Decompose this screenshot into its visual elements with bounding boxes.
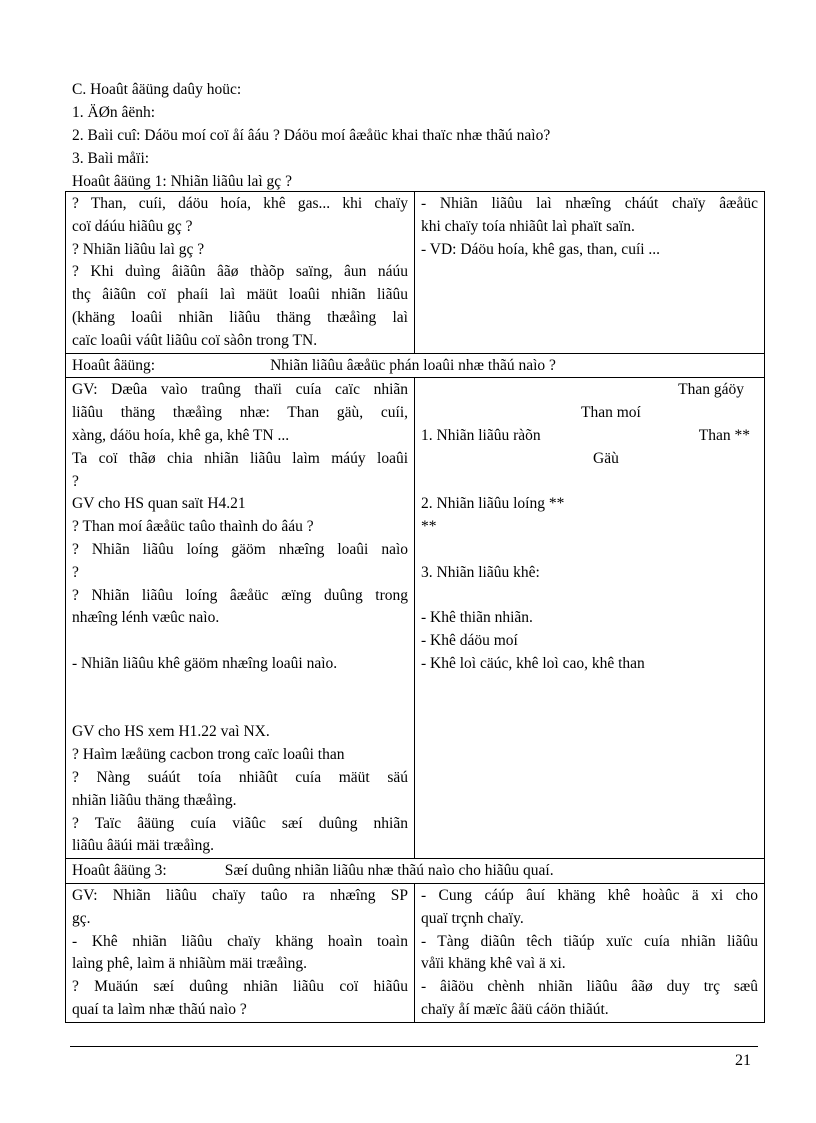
row2-left-line: ? [72,563,79,581]
row2-left-line: liãûu âäúi mäi træåìng. [72,837,215,855]
row2-left-line: ? Than moí âæåüc taûo thaình do âáu ? [72,518,314,536]
coal-stars-label: Than ** [698,426,750,444]
footer-divider [70,1046,758,1047]
row2-left-line: ? Taïc âäüng cuía viãûc sæí duûng nhiãn [72,814,408,832]
row2-left-line: liãûu thäng thæåìng nhæ: Than gäù, cuíi, [72,404,408,422]
row2-left-line: ? Nhiãn liãûu loíng gäöm nhæîng loaûi naìo [72,540,408,558]
row2-left-line: nhæîng lénh væûc naìo. [72,609,220,627]
row2-left-line: xàng, dáöu hoía, khê ga, khê TN ... [72,426,290,444]
liquid-fuel-label: 2. Nhiãn liãûu loíng ** [421,495,565,513]
activity-2-label: Hoaût âäüng: [72,356,156,374]
row2-left-line: ? [72,472,79,490]
row3-right-line: våïi khäng khê vaì ä xi. [421,955,566,973]
row2-left-line [72,630,408,653]
row3-right-cell [415,883,765,1022]
row1-right-line: khi chaïy toía nhiãût laì phaït saïn. [421,217,635,235]
row2-left-cell [66,378,415,859]
solid-fuel-label: 1. Nhiãn liãûu ràõn [421,426,541,444]
coal-lean-label: Than gáöy [678,381,744,399]
activity-1-title: Hoaût âäüng 1: Nhiãn liãûu laì gç ? [72,173,292,190]
row1-right-line: - Nhiãn liãûu laì nhæîng cháút chaïy âæåüc [421,195,758,212]
row1-left-line: (khäng loaûi nhiãn liãûu thäng thæåìng laì [72,308,408,326]
row2-left-line [72,699,408,722]
row2-right-cell [415,378,765,859]
row3-left-line: quaí ta laìm nhæ thãú naìo ? [72,1000,247,1018]
liquid-stars-label: ** [421,518,437,536]
section-heading: C. Hoaût âäüng daûy hoüc: [72,81,242,98]
row2-left-line: - Nhiãn liãûu khê gäöm nhæîng loaûi naìo. [72,654,338,672]
lesson-table [65,191,765,1023]
row2-left-line: Ta coï thãø chia nhiãn liãûu laìm máúy loaûi [72,449,408,467]
row1-left-line: thç âiãûn coï phaíi laì mäüt loaûi nhiãn liãûu [72,286,408,304]
step-old-lesson: 2. Baìi cuî: Dáöu moí coï åí âáu ? Dáöu moí âæåüc khai thaïc nhæ thãú naìo? [72,127,551,144]
row3-right-line: - âiãöu chènh nhiãn liãûu âãø duy trç sæû [421,978,758,996]
row2-left-line: ? Haìm læåüng cacbon trong caïc loaûi than [72,746,345,764]
row2-left-line [72,676,408,699]
step-stabilize: 1. ÄØn âënh: [72,104,156,121]
table-row-2 [66,378,765,859]
activity-2-header [66,353,765,378]
row2-left-line: GV cho HS quan saït H4.21 [72,495,246,513]
gas-fuel-label: 3. Nhiãn liãûu khê: [421,563,540,581]
row3-right-line: chaïy åí mæïc âäü cáön thiãút. [421,1000,609,1018]
row1-left-line: ? Than, cuíi, dáöu hoía, khê gas... khi chaïy [72,195,408,212]
activity-2-title: Nhiãn liãûu âæåüc phán loaûi nhæ thãú naìo ? [270,356,556,374]
row3-left-line: ? Muäún sæí duûng nhiãn liãûu coï hiãûu [72,978,408,996]
step-new-lesson: 3. Baìi måïi: [72,150,150,167]
row3-right-line: - Cung cáúp âuí khäng khê hoàûc ä xi cho [421,886,758,904]
row1-left-line: coï dáúu hiãûu gç ? [72,217,193,235]
gas-item-natural: - Khê thiãn nhiãn. [421,609,533,627]
lesson-intro [72,78,772,193]
row3-left-cell [66,883,415,1022]
table-row-1 [66,192,765,354]
activity-3-label: Hoaût âäüng 3: [72,862,167,880]
row1-right-line: - VD: Dáöu hoía, khê gas, than, cuíi ... [421,240,661,258]
row3-left-line: - Khê nhiãn liãûu chaïy khäng hoaìn toaìn [72,932,408,950]
gas-item-coke: - Khê loì cäúc, khê loì cao, khê than [421,654,645,672]
row1-right-cell [415,192,765,354]
page-number: 21 [735,1052,751,1069]
row2-left-line: GV cho HS xem H1.22 vaì NX. [72,723,270,741]
row3-right-line: - Tàng diãûn têch tiãúp xuïc cuía nhiãn liãûu [421,932,758,950]
coal-mine-label: Than moí [581,404,641,422]
activity-3-header [66,859,765,884]
gas-item-oil: - Khê dáöu moí [421,632,518,650]
row1-left-line: ? Nhiãn liãûu laì gç ? [72,240,205,258]
row2-left-line: ? Nàng suáút toía nhiãût cuía mäüt säú [72,768,408,786]
row1-left-cell [66,192,415,354]
row1-left-line: caïc loaûi váût liãûu coï sàôn trong TN. [72,331,318,349]
table-row-3 [66,883,765,1022]
activity-2-header-row [66,353,765,378]
row2-left-line: nhiãn liãûu thäng thæåìng. [72,791,237,809]
row3-left-line: laìng phê, laìm ä nhiãùm mäi træåìng. [72,955,308,973]
row2-left-line: GV: Dæûa vaìo traûng thaïi cuía caïc nhiãn [72,381,408,399]
activity-3-header-row [66,859,765,884]
row2-left-line: ? Nhiãn liãûu loíng âæåüc æïng duûng trong [72,586,408,604]
row1-left-line: ? Khi duìng âiãûn âãø thàõp saïng, âun náúu [72,263,408,281]
row3-right-line: quaï trçnh chaïy. [421,909,524,927]
wood-label: Gäù [593,449,619,467]
activity-3-title: Sæí duûng nhiãn liãûu nhæ thãú naìo cho hiãûu quaí. [224,862,554,880]
row3-left-line: gç. [72,909,91,927]
row3-left-line: GV: Nhiãn liãûu chaïy taûo ra nhæîng SP [72,886,408,904]
